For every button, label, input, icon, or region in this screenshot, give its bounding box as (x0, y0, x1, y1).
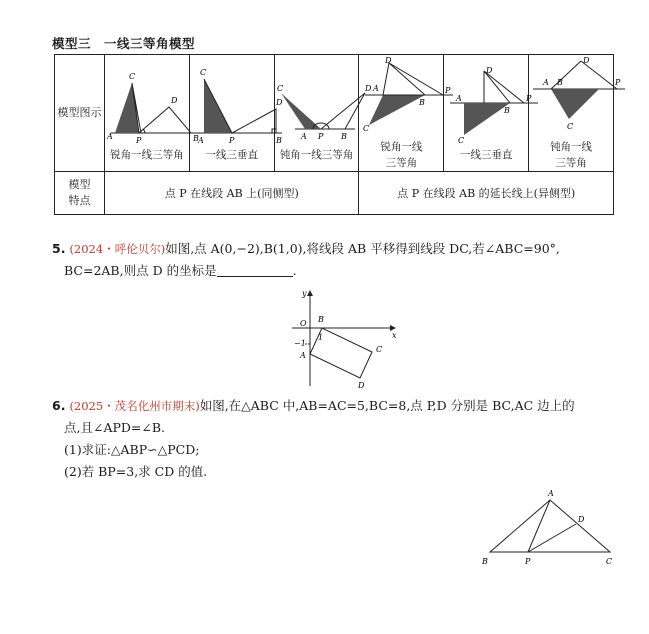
feature-same-side: 点 P 在线段 AB 上(同侧型) (105, 172, 359, 215)
label-A: A (373, 84, 380, 93)
label-D: D (275, 98, 283, 107)
problem-6 (52, 395, 622, 483)
problem-text: . (292, 263, 297, 278)
label-B: B (557, 78, 564, 87)
problem-text: BC=2AB,则点 D 的坐标是 (64, 263, 217, 278)
label-O: O (300, 319, 307, 328)
label-B: B (504, 106, 511, 115)
label-A: A (300, 351, 306, 360)
label-P: P (317, 132, 324, 141)
row-header-figures: 模型图示 (55, 55, 105, 172)
label-P: P (526, 94, 532, 103)
coordinate-figure (288, 286, 400, 390)
label-C: C (458, 136, 465, 145)
caption: 钝角一线 三等角 (550, 141, 593, 169)
section-title: 模型三 一线三等角模型 (52, 36, 196, 51)
label-D: D (358, 381, 365, 390)
label-D: D (171, 96, 178, 105)
problem-5 (52, 238, 622, 282)
problem-number: 5. (52, 241, 66, 256)
figure-perpendicular (189, 55, 283, 172)
label-A: A (107, 132, 113, 141)
figure-obtuse-opposite (529, 55, 621, 172)
label-P: P (136, 136, 142, 145)
figure-acute (105, 55, 199, 172)
problem-source: (2025・茂名化州市期末) (69, 399, 200, 413)
label-P: P (525, 557, 531, 566)
answer-blank[interactable] (217, 262, 293, 277)
label-D: D (385, 56, 392, 65)
figure-obtuse (274, 55, 372, 172)
label-C: C (376, 345, 383, 354)
label-C: C (606, 557, 613, 566)
row-header-features: 模型 特点 (55, 172, 105, 215)
figure-acute-opposite (359, 55, 451, 172)
label-B: B (419, 98, 426, 107)
label-C: C (567, 122, 574, 131)
label-A: A (548, 489, 554, 498)
label-D: D (578, 515, 585, 524)
label-B: B (193, 134, 199, 143)
figure-perpendicular-opposite (444, 55, 532, 172)
caption: 一线三垂直 (459, 149, 513, 161)
problem-text: 如图,点 A(0,−2),B(1,0),将线段 AB 平移得到线段 DC,若∠ABC=90°, (165, 241, 560, 256)
label-A: A (197, 136, 204, 145)
label-C: C (276, 84, 283, 93)
label-x: x (392, 331, 397, 340)
problem-source: (2024・呼伦贝尔) (69, 242, 166, 256)
problem-5-line2 (52, 260, 622, 282)
problem-text: 如图,在△ABC 中,AB=AC=5,BC=8,点 P,D 分别是 BC,AC 边上的 (199, 398, 575, 413)
question-2: (2)若 BP=3,求 CD 的值. (64, 464, 208, 479)
label-C: C (129, 72, 136, 81)
problem-5-line1 (52, 238, 622, 260)
feature-opposite-side: 点 P 在线段 AB 的延长线上(异侧型) (359, 172, 614, 215)
label-B: B (482, 557, 488, 566)
label-B: B (340, 132, 347, 141)
triangle-figure (476, 486, 618, 570)
problem-number: 6. (52, 398, 66, 413)
caption: 钝角一线三等角 (279, 149, 354, 161)
label-P: P (615, 78, 621, 87)
problem-text: 点,且∠APD=∠B. (64, 420, 166, 435)
label-minus-one: −1 (294, 339, 306, 348)
label-D: D (583, 56, 590, 65)
label-B: B (275, 136, 282, 145)
problem-6-line1 (52, 395, 622, 417)
label-D: D (486, 66, 493, 75)
label-D: D (364, 84, 372, 93)
caption: 一线三垂直 (205, 149, 258, 161)
label-C: C (363, 124, 370, 133)
label-one: 1 (318, 333, 324, 342)
label-A: A (456, 94, 463, 103)
label-P: P (228, 136, 235, 145)
label-P: P (445, 86, 451, 95)
caption: 锐角一线 三等角 (380, 141, 423, 169)
label-A: A (300, 132, 307, 141)
question-1: (1)求证:△ABP∽△PCD; (64, 442, 200, 457)
label-C: C (199, 68, 206, 77)
label-B: B (318, 315, 324, 324)
caption: 锐角一线三等角 (110, 149, 184, 161)
model-table (54, 54, 621, 215)
label-y: y (302, 289, 307, 298)
label-A: A (543, 78, 549, 87)
